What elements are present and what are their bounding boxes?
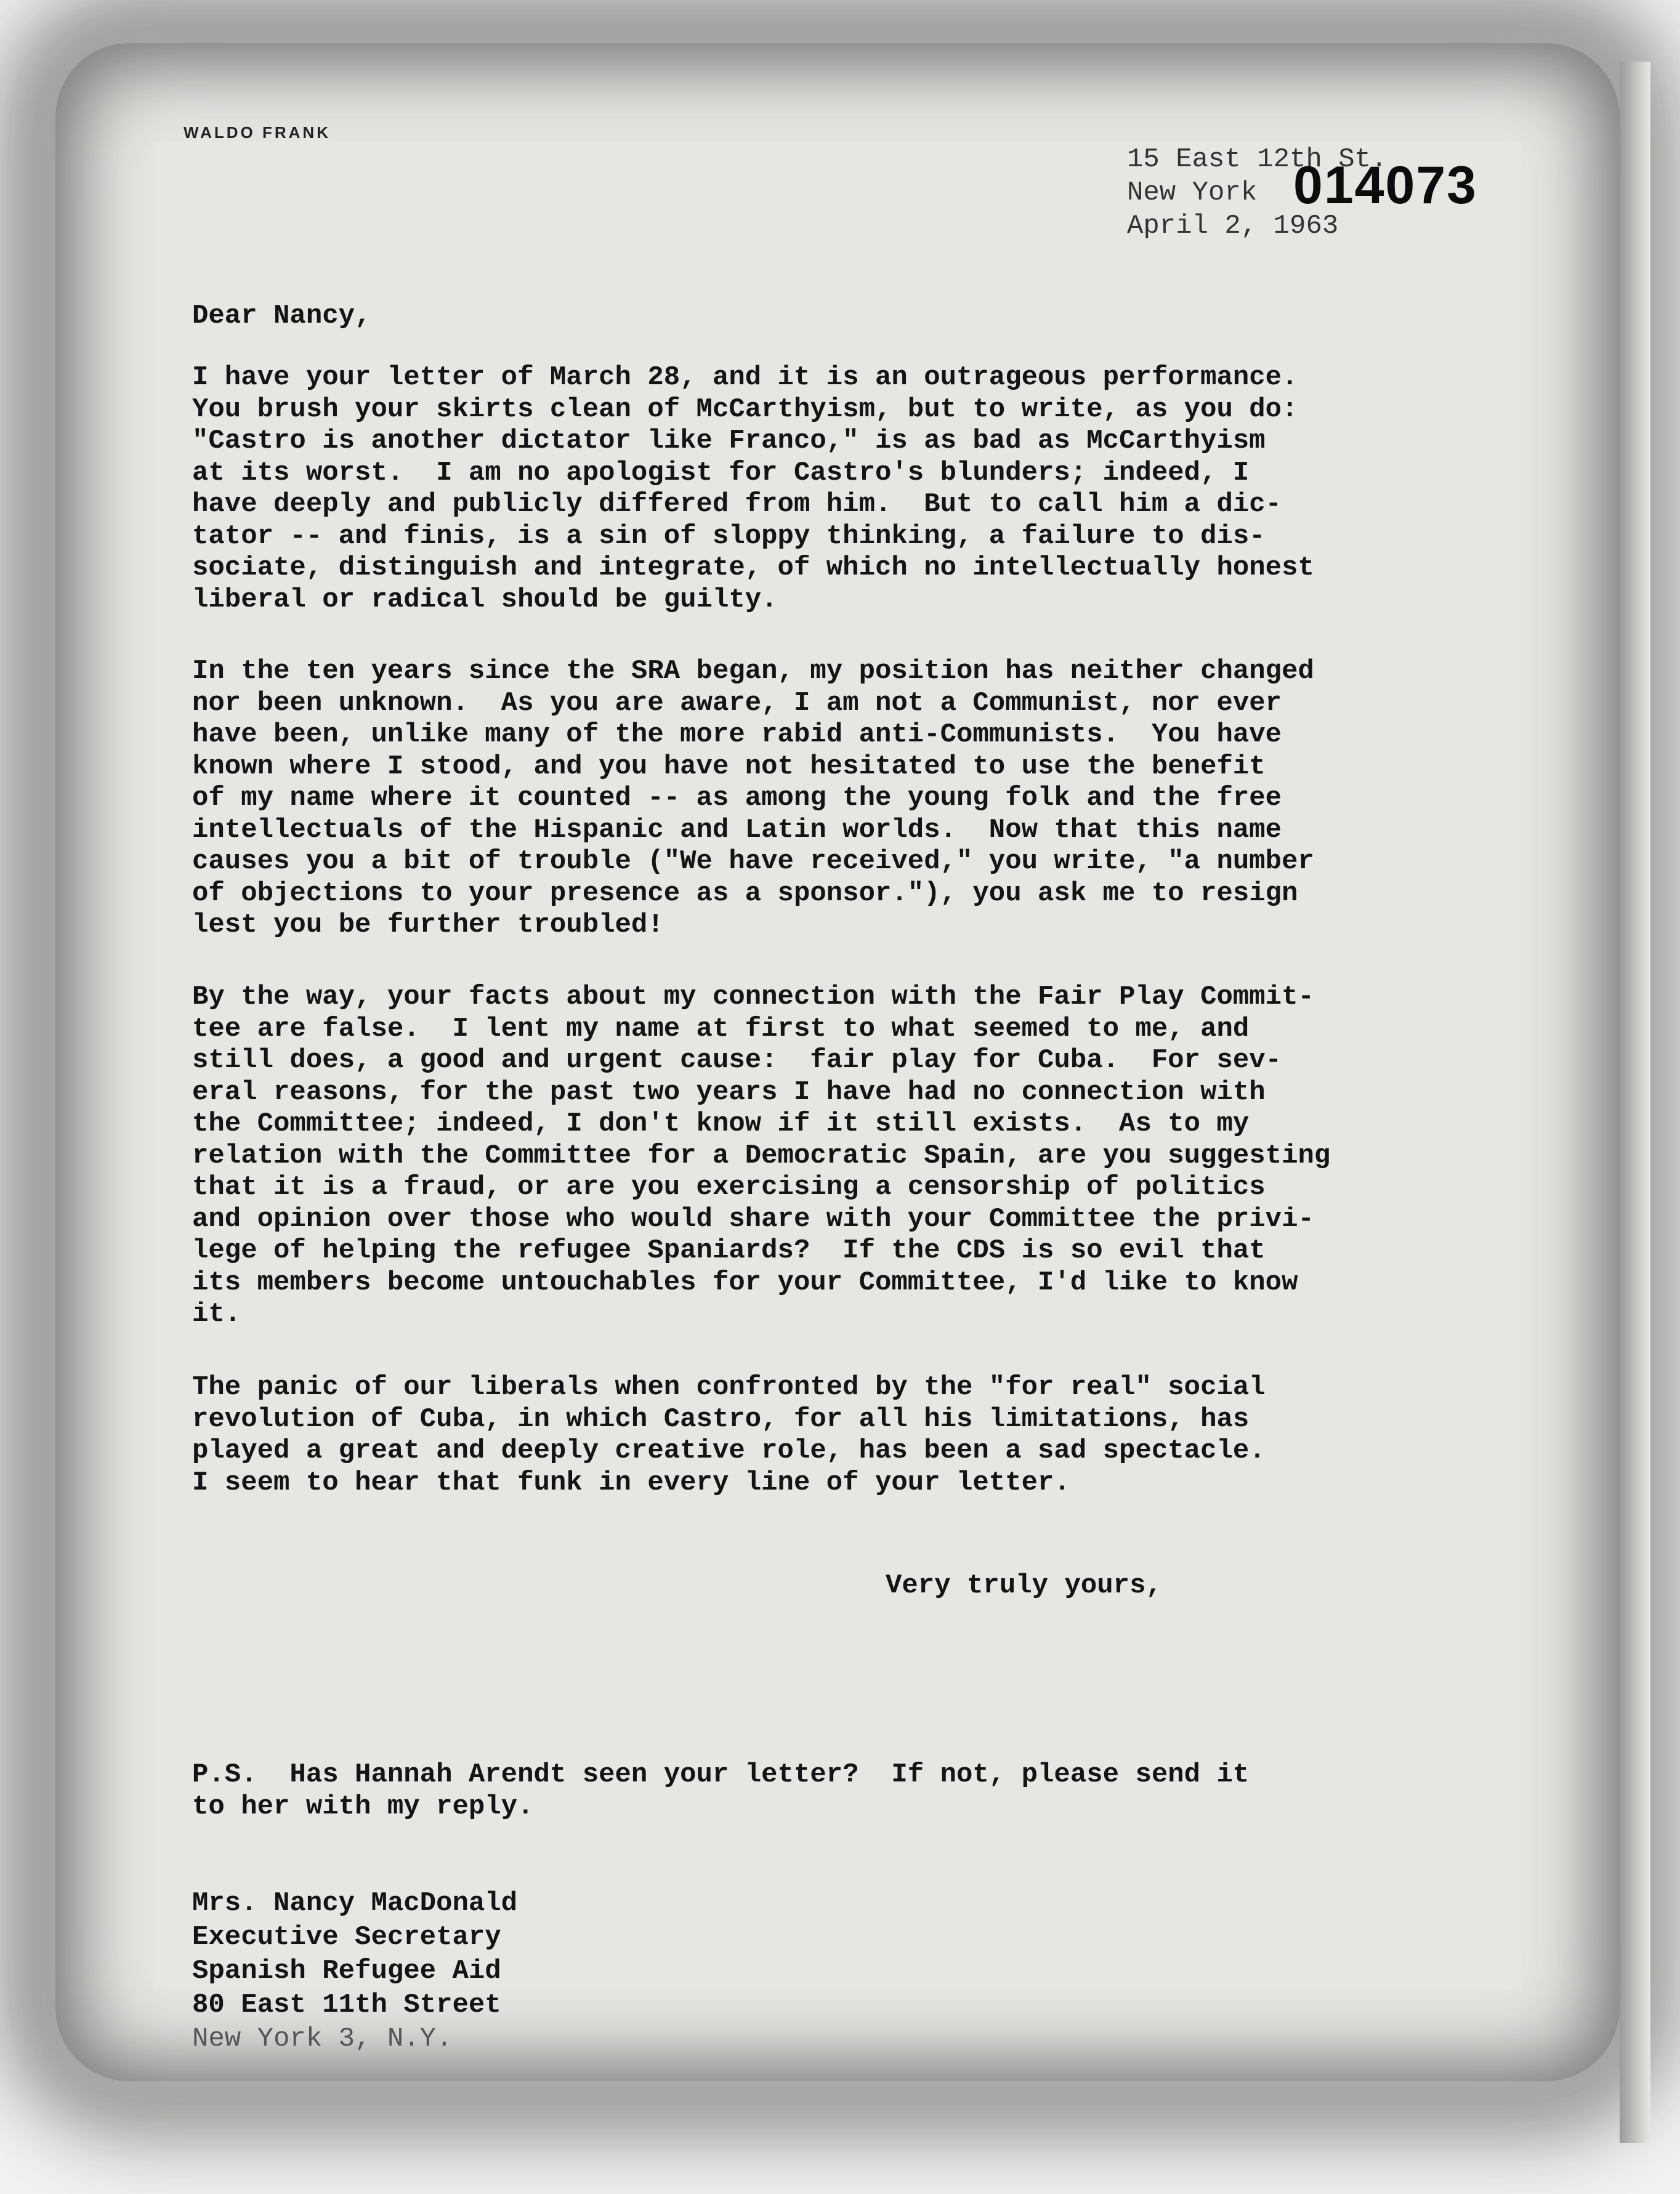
address-city: New York [1127, 177, 1258, 208]
recipient-street: 80 East 11th Street [192, 1990, 501, 2020]
paragraph-3: By the way, your facts about my connection with the Fair Play Commit- tee are false. I lent my name at first to what seemed to me, and still does, a good and urgent cause: fair play for Cuba. For sev- eral reasons, for the past two years I have had no connection with the Committee; indeed, I don't know if it still exists. As to my relation with the Committee for a Democratic Spain, are you suggesting that it is a fraud, or are you exercising a censorship of politics and opinion over those who would share with your Committee the privi- lege of helping the refugee Spaniards? If the CDS is so evil that its members become untouchables for your Committee, I'd like to know it. [192, 982, 1331, 1329]
salutation: Dear Nancy, [192, 300, 371, 331]
paragraph-2: In the ten years since the SRA began, my position has neither changed nor been unknown. As you are aware, I am not a Communist, nor ever have been, unlike many of the more rabid anti-Communists. You have known where I stood, and you have not hesitated to use the benefit of my name where it counted -- as among the young folk and the free intellectuals of the Hispanic and Latin worlds. Now that this name causes you a bit of trouble ("We have received," you write, "a number of objections to your presence as a sponsor."), you ask me to resign lest you be further troubled! [192, 656, 1314, 940]
recipient-organization: Spanish Refugee Aid [192, 1956, 501, 1986]
postscript: P.S. Has Hannah Arendt seen your letter? If not, please send it to her with my reply. [192, 1759, 1250, 1822]
document-number-stamp: 014073 [1293, 156, 1477, 215]
recipient-name: Mrs. Nancy MacDonald [192, 1888, 518, 1919]
recipient-address [192, 1887, 517, 2056]
letterhead: WALDO FRANK [184, 123, 331, 142]
recipient-city: New York 3, N.Y. [192, 2023, 453, 2054]
address-street: 15 East 12th St. [1127, 144, 1387, 175]
recipient-title: Executive Secretary [192, 1922, 501, 1953]
paragraph-1: I have your letter of March 28, and it is an outrageous performance. You brush your skirts clean of McCarthyism, but to write, as you do: "Castro is another dictator like Franco," is as bad as McCarthyism at its worst. I am no apologist for Castro's blunders; indeed, I have deeply and publicly differed from him. But to call him a dic- tator -- and finis, is a sin of sloppy thinking, a failure to dis- sociate, distinguish and integrate, of which no intellectually honest liberal or radical should be guilty. [192, 362, 1314, 615]
paragraph-4: The panic of our liberals when confronted by the "for real" social revolution of Cuba, in which Castro, for all his limitations, has played a great and deeply creative role, has been a sad spectacle. I seem to hear that funk in every line of your letter. [192, 1372, 1266, 1498]
letter-date: April 2, 1963 [1127, 211, 1339, 241]
closing: Very truly yours, [886, 1570, 1162, 1601]
